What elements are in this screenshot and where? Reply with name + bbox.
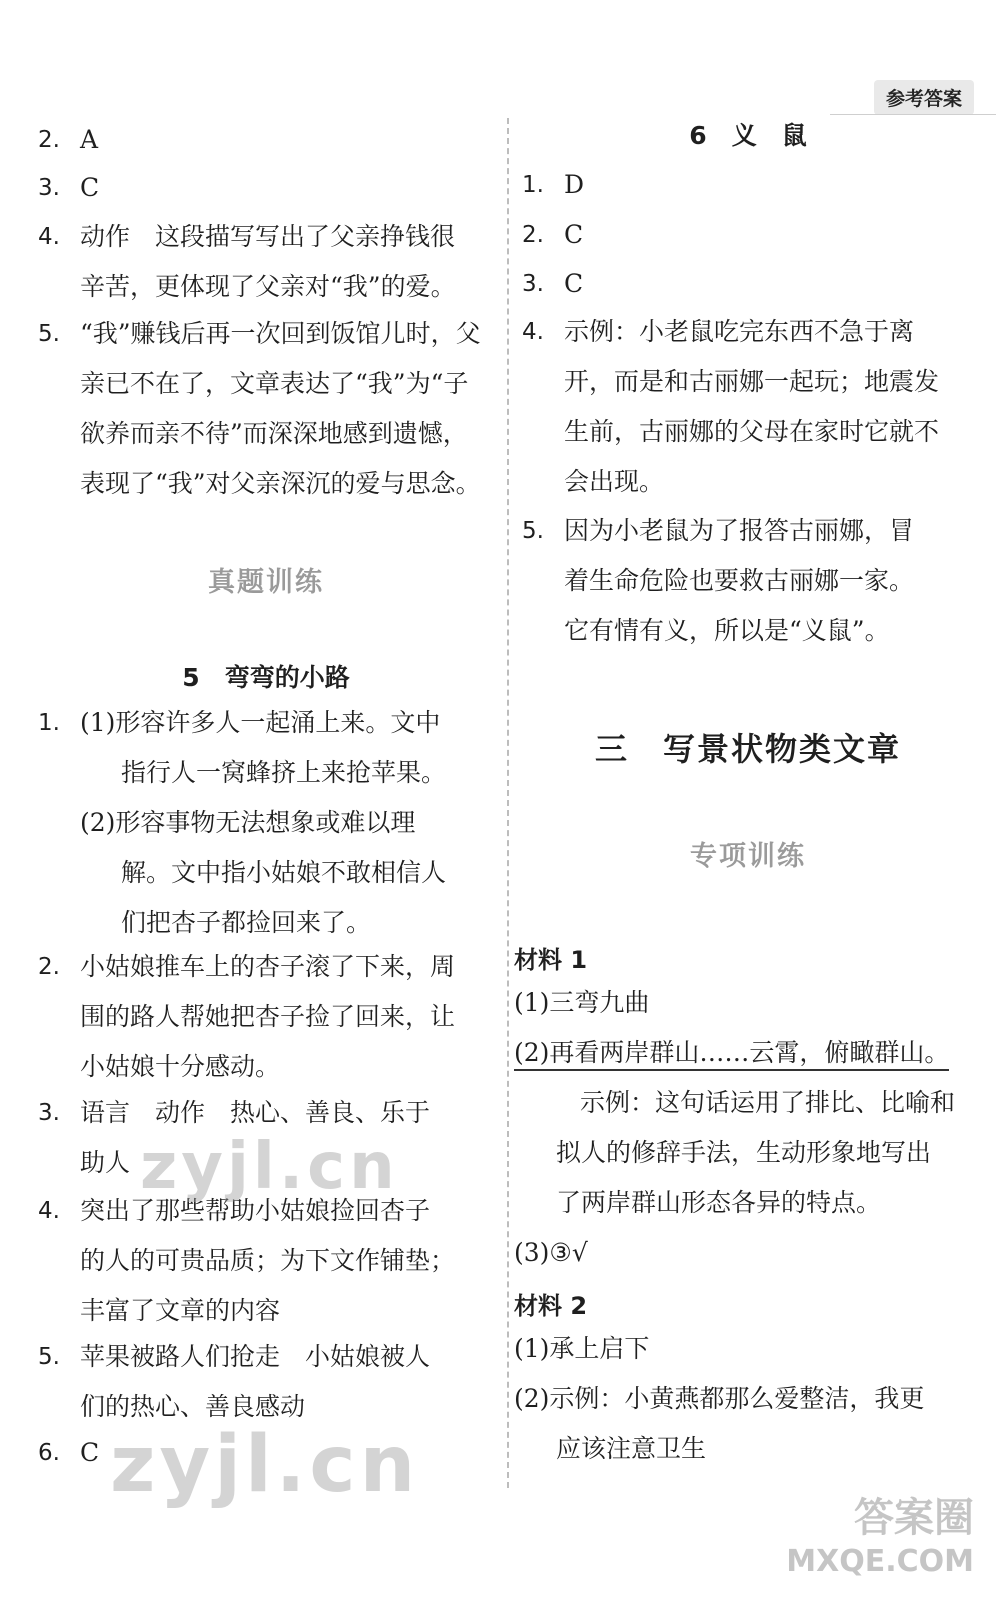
answer-item: 5. “我”赚钱后再一次回到饭馆儿时，父 亲已不在了，文章表达了“我”为“子 欲养而亲不待”而深深地感到遗憾， 表现了“我”对父亲深沉的爱与思念。 bbox=[38, 319, 481, 498]
answer-item: (1)三弯九曲 (2)再看两岸群山……云霄，俯瞰群山。 示例：这句话运用了排比、比喻和 拟人的修辞手法，生动形象地写出 了两岸群山形态各异的特点。 (3)③√ bbox=[514, 988, 956, 1267]
lesson-title-6: 6 义 鼠 bbox=[689, 121, 807, 150]
answer-item: 5. 因为小老鼠为了报答古丽娜，冒 着生命危险也要救古丽娜一家。 它有情有义，所以是“义鼠”。 bbox=[522, 516, 915, 645]
answer-item: 4. 突出了那些帮助小姑娘捡回杏子 的人的可贵品质；为下文作铺垫； 丰富了文章的内容 bbox=[38, 1196, 456, 1325]
answer-item: 3. C bbox=[522, 269, 584, 298]
material-2-title: 材料 2 bbox=[514, 1292, 588, 1320]
corner-watermark: 答案圈 MXQE.COM bbox=[786, 1495, 974, 1579]
watermark-mid: zyjl.cn bbox=[140, 1130, 399, 1204]
answer-item: 5. 苹果被路人们抢走 小姑娘被人 们的热心、善良感动 bbox=[38, 1342, 431, 1421]
answer-item: 1. D bbox=[522, 170, 585, 199]
answer-item: 2. 小姑娘推车上的杏子滚了下来，周 围的路人帮她把杏子捡了回来，让 小姑娘十分感动。 bbox=[38, 952, 456, 1081]
column-divider bbox=[507, 118, 509, 1488]
header-rule bbox=[830, 114, 996, 115]
section-title-zhuanxiang: 专项训练 bbox=[690, 841, 806, 872]
answer-key-tag: 参考答案 bbox=[874, 80, 974, 115]
answer-item: 3. C bbox=[38, 173, 100, 202]
answer-item: 4. 示例：小老鼠吃完东西不急于离 开，而是和古丽娜一起玩；地震发 生前，古丽娜的父母在家时它就不 会出现。 bbox=[522, 317, 940, 496]
answer-item: 2. A bbox=[38, 125, 99, 154]
lesson-title-5: 5 弯弯的小路 bbox=[182, 663, 350, 692]
answer-item: 1. (1)形容许多人一起涌上来。文中 指行人一窝蜂挤上来抢苹果。 (2)形容事物无法想象或难以理 解。文中指小姑娘不敢相信人 们把杏子都捡回来了。 bbox=[38, 708, 447, 937]
answer-item: 2. C bbox=[522, 220, 584, 249]
answer-item: 3. 语言 动作 热心、善良、乐于 助人 bbox=[38, 1098, 431, 1177]
underlined-quote: (2)再看两岸群山……云霄，俯瞰群山。 bbox=[514, 1038, 949, 1071]
answer-item: 4. 动作 这段描写写出了父亲挣钱很 辛苦，更体现了父亲对“我”的爱。 bbox=[38, 222, 456, 301]
answer-item: 6. C bbox=[38, 1438, 100, 1467]
watermark-bottom: zyjl.cn bbox=[110, 1420, 420, 1510]
unit-title-3: 三 写景状物类文章 bbox=[594, 730, 901, 768]
answer-item: (1)承上启下 (2)示例：小黄燕都那么爱整洁，我更 应该注意卫生 bbox=[514, 1334, 925, 1463]
material-1-title: 材料 1 bbox=[514, 946, 588, 974]
section-title-zhenti: 真题训练 bbox=[208, 567, 324, 598]
